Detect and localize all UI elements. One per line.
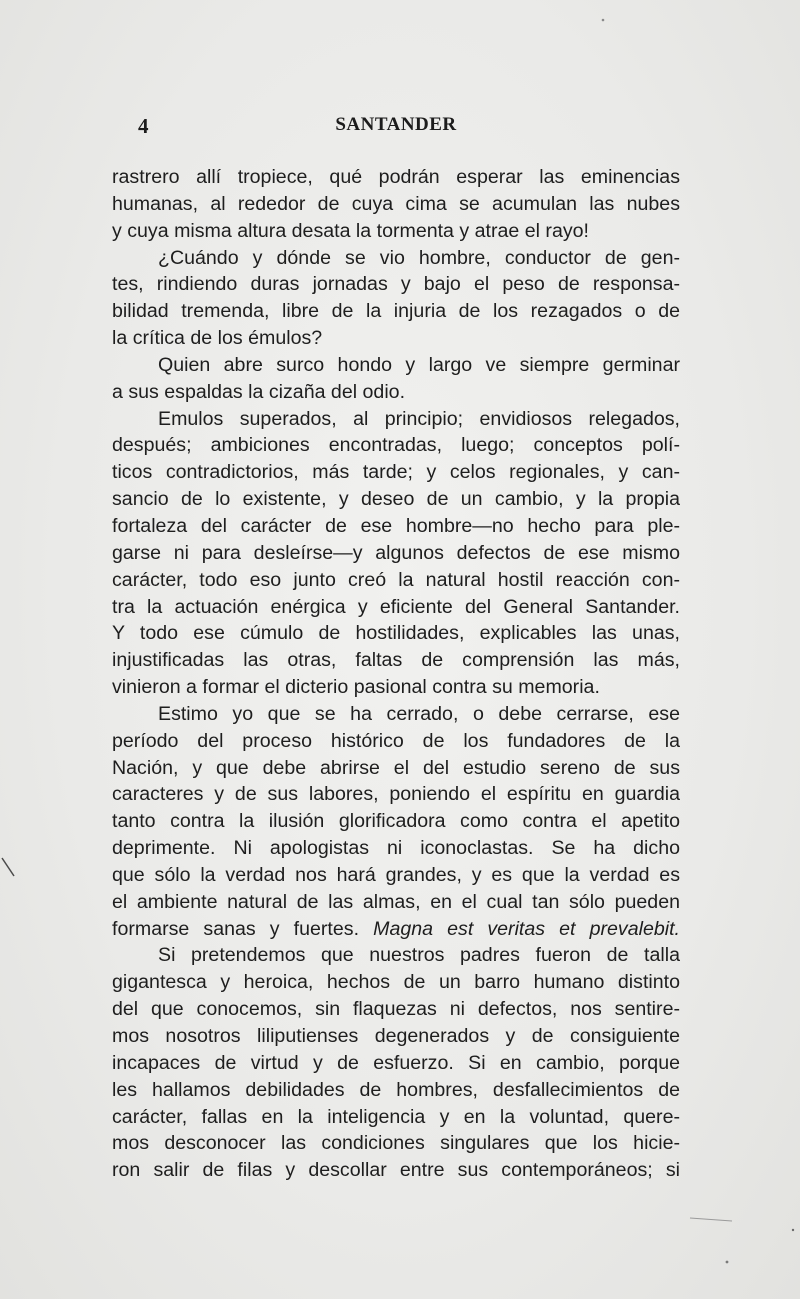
text-line: la crítica de los émulos? [112, 327, 323, 350]
text-line: fortaleza del carácter de ese hombre—no hecho para ple- [112, 514, 680, 537]
text-line: tanto contra la ilusión glorificadora como contra el apetito [112, 810, 680, 833]
latin-quote: Magna est veritas et prevalebit. [373, 917, 680, 940]
text-line: Y todo ese cúmulo de hostilidades, explicables las unas, [112, 622, 680, 645]
text-line: mos desconocer las condiciones singulares que los hicie- [112, 1132, 680, 1155]
text-line: que sólo la verdad nos hará grandes, y es que la verdad es [112, 863, 680, 886]
text-line: injustificadas las otras, faltas de comprensión las más, [112, 649, 680, 672]
text-line: Emulos superados, al principio; envidiosos relegados, [158, 407, 680, 430]
text-line: a sus espaldas la cizaña del odio. [112, 380, 406, 403]
text-line: tes, rindiendo duras jornadas y bajo el peso de responsa- [112, 273, 680, 296]
text-line: garse ni para desleírse—y algunos defectos de ese mismo [112, 541, 680, 564]
page-header [112, 114, 680, 140]
text-line: bilidad tremenda, libre de la injuria de los rezagados o de [112, 300, 680, 323]
text-line: les hallamos debilidades de hombres, desfallecimientos de [112, 1078, 680, 1101]
text-line: incapaces de virtud y de esfuerzo. Si en cambio, porque [112, 1051, 680, 1074]
text-line: el ambiente natural de las almas, en el cual tan sólo pueden [112, 890, 680, 913]
text-line: ticos contradictorios, más tarde; y celos regionales, y can- [112, 461, 680, 484]
text-line: sancio de lo existente, y deseo de un cambio, y la propia [112, 488, 680, 511]
text-line: ¿Cuándo y dónde se vio hombre, conductor de gen- [158, 246, 680, 269]
text-line: deprimente. Ni apologistas ni iconoclastas. Se ha dicho [112, 837, 680, 860]
text-line: carácter, fallas en la inteligencia y en la voluntad, quere- [112, 1105, 680, 1128]
body-text [112, 164, 680, 1184]
text-line: período del proceso histórico de los fundadores de la [112, 729, 680, 752]
text-line: del que conocemos, sin flaquezas ni defectos, nos sentire- [112, 998, 680, 1021]
running-head: SANTANDER [335, 114, 457, 135]
text-line: Nación, y que debe abrirse el del estudio sereno de sus [112, 756, 680, 779]
text-line: vinieron a formar el dicterio pasional contra su memoria. [112, 676, 600, 699]
text-line: humanas, al rededor de cuya cima se acumulan las nubes [112, 192, 680, 215]
text-line [112, 916, 680, 943]
text-line: carácter, todo eso junto creó la natural hostil reacción con- [112, 568, 680, 591]
text-line: después; ambiciones encontradas, luego; conceptos polí- [112, 434, 680, 457]
text-line: y cuya misma altura desata la tormenta y atrae el rayo! [112, 219, 589, 242]
text-line: gigantesca y heroica, hechos de un barro humano distinto [112, 971, 680, 994]
text-line: Si pretendemos que nuestros padres fueron de talla [158, 944, 680, 967]
text-line-main: formarse sanas y fuertes. [112, 917, 360, 940]
text-line: mos nosotros liliputienses degenerados y de consiguiente [112, 1025, 680, 1047]
text-line: Estimo yo que se ha cerrado, o debe cerrarse, ese [158, 702, 680, 725]
text-line: Quien abre surco hondo y largo ve siempre germinar [158, 353, 680, 376]
text-line: caracteres y de sus labores, poniendo el espíritu en guardia [112, 783, 680, 806]
text-line: rastrero allí tropiece, qué podrán esperar las eminencias [112, 166, 680, 188]
text-line: ron salir de filas y descollar entre sus contemporáneos; si [112, 1159, 680, 1182]
text-line: tra la actuación enérgica y eficiente del General Santander. [112, 595, 680, 618]
page-number: 4 [138, 114, 149, 138]
